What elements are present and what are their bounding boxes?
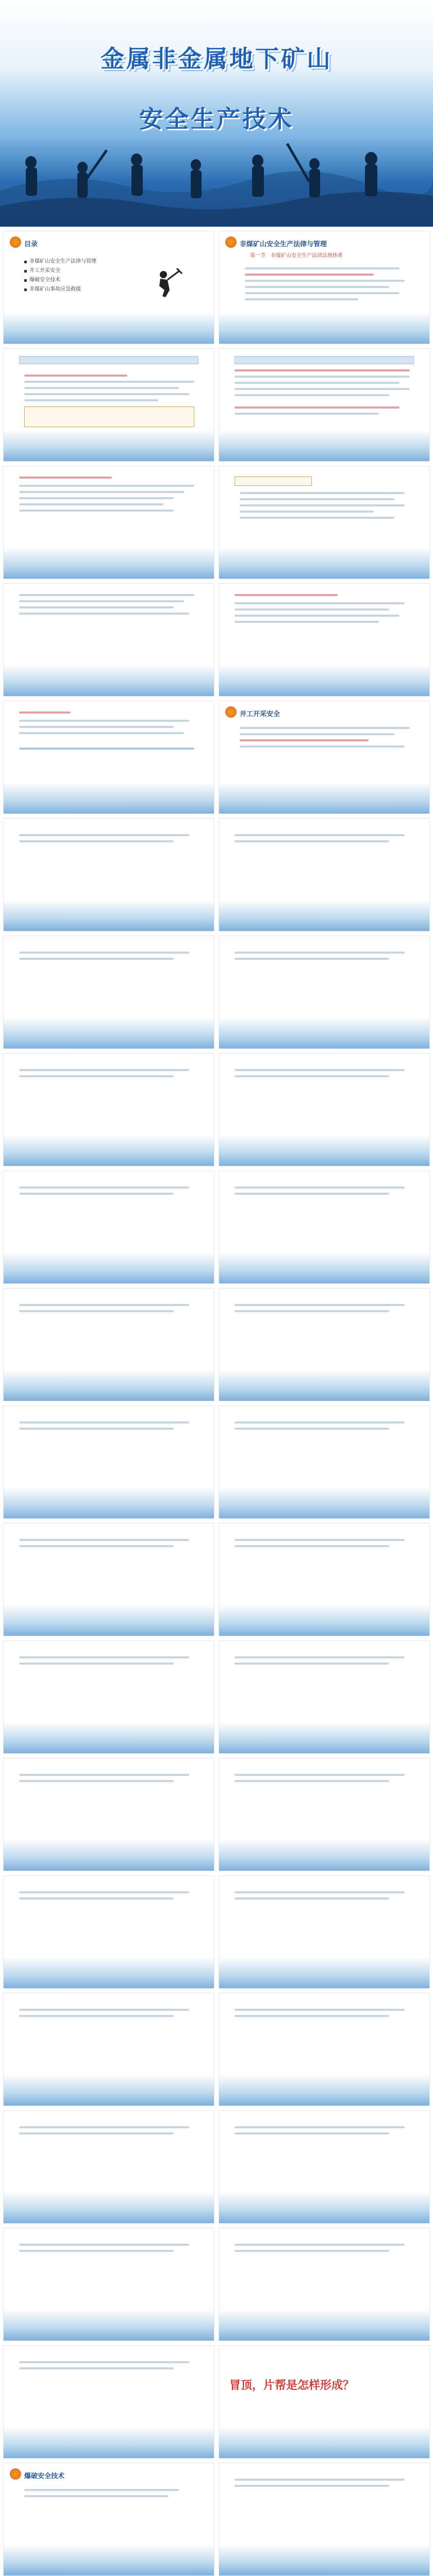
slide-content xyxy=(219,1875,430,1989)
slide-content xyxy=(219,936,430,1049)
slide-heading: 井工开采安全 xyxy=(240,710,280,718)
slide-content xyxy=(219,2110,430,2224)
toc-item: 爆破安全技术 xyxy=(24,276,96,285)
slide-content xyxy=(219,1053,430,1166)
slide-content xyxy=(3,1171,214,1284)
slide-content xyxy=(219,1993,430,2106)
toc-item: 井工开采安全 xyxy=(24,266,96,276)
slide-content xyxy=(219,348,430,462)
slide-content xyxy=(3,818,214,931)
slide-subheading: 第一节 非煤矿山安全生产法律法规体系 xyxy=(250,253,343,259)
miner-pick-icon xyxy=(152,267,183,298)
slide-content xyxy=(3,1405,214,1519)
logo-icon xyxy=(225,706,237,718)
slide-chapter-2 xyxy=(219,701,430,814)
slide-content xyxy=(3,1523,214,1636)
slide-content xyxy=(219,1405,430,1519)
slide-chapter-1 xyxy=(219,231,430,344)
miners-silhouette-image xyxy=(0,113,433,227)
slide-content xyxy=(3,936,214,1049)
slide-content xyxy=(3,1053,214,1166)
cover-banner xyxy=(0,0,433,227)
slide-content xyxy=(3,348,214,462)
cover-title-line2: 安全生产技术 xyxy=(139,105,294,133)
slide-content xyxy=(3,2228,214,2341)
slide-content xyxy=(219,2228,430,2341)
slide-content xyxy=(219,1171,430,1284)
slide-content xyxy=(219,466,430,579)
slide-content xyxy=(3,2345,214,2459)
slide-content xyxy=(3,701,214,814)
slide-content xyxy=(219,1288,430,1401)
slide-content xyxy=(219,1523,430,1636)
logo-icon xyxy=(10,2468,21,2480)
slide-heading: 非煤矿山安全生产法律与管理 xyxy=(240,241,327,248)
slide-slogan xyxy=(219,2345,430,2459)
toc-list xyxy=(24,257,96,294)
logo-icon xyxy=(10,236,21,248)
slide-heading: 爆破安全技术 xyxy=(24,2472,65,2480)
logo-icon xyxy=(225,236,237,248)
slide-content xyxy=(3,1993,214,2106)
slide-toc xyxy=(3,231,214,344)
slide-content xyxy=(3,1288,214,1401)
slide-content xyxy=(219,1640,430,1754)
slide-content xyxy=(3,583,214,697)
slide-content xyxy=(219,1758,430,1871)
slide-heading: 目录 xyxy=(24,241,38,248)
slide-chapter-3 xyxy=(3,2463,214,2576)
slide-content xyxy=(3,1640,214,1754)
cover-title-line1: 金属非金属地下矿山 xyxy=(101,45,332,73)
slide-content xyxy=(3,2110,214,2224)
slide-content xyxy=(3,466,214,579)
slide-content xyxy=(3,1875,214,1989)
slide-content xyxy=(219,583,430,697)
toc-item: 非煤矿山安全生产法律与管理 xyxy=(24,257,96,266)
slide-content xyxy=(219,2463,430,2576)
slide-content xyxy=(3,1758,214,1871)
toc-item: 非煤矿山事故应急救援 xyxy=(24,285,96,294)
slide-content xyxy=(219,818,430,931)
slogan-text: 冒顶，片帮是怎样形成？ xyxy=(229,2379,355,2392)
